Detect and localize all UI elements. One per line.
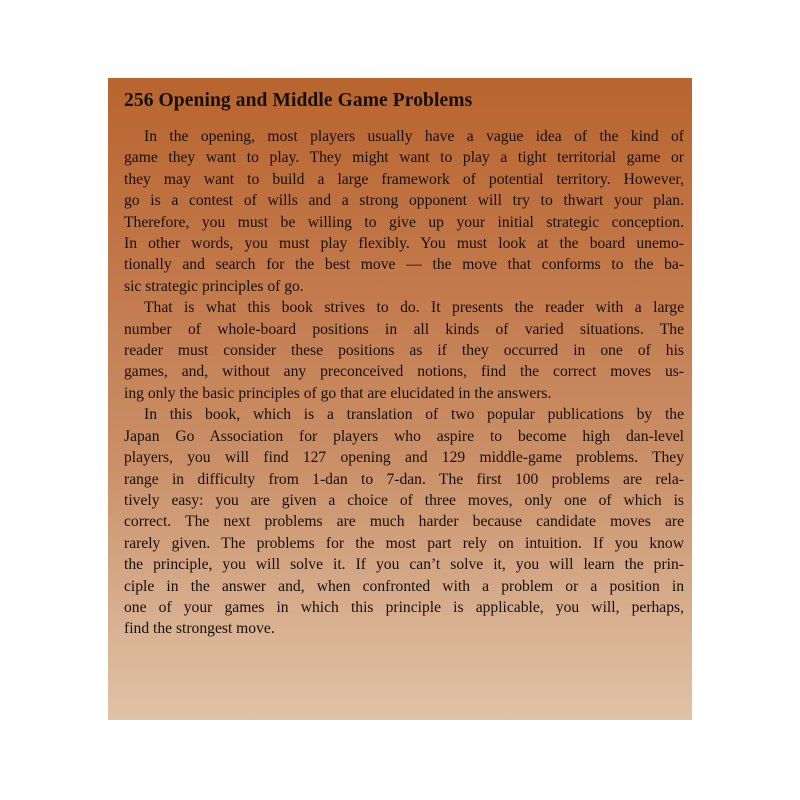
text-line: ing only the basic principles of go that are elucidated in the answers. [124, 384, 552, 402]
text-line: In the opening, most players usually have a vague idea of the kind of [144, 128, 684, 145]
text-line: range in difficulty from 1-dan to 7-dan. The first 100 problems are rela- [124, 470, 684, 488]
text-line: one of your games in which this principle is applicable, you will, perhaps, [124, 598, 684, 616]
text-line: game they want to play. They might want to play a tight territorial game or [124, 149, 684, 167]
text-line: sic strategic principles of go. [124, 277, 304, 295]
paragraph-3 [124, 404, 684, 639]
text-line: In this book, which is a translation of two popular publications by the [144, 406, 684, 424]
text-line: reader must consider these positions as if they occurred in one of his [124, 342, 684, 360]
paragraph-2 [124, 297, 684, 404]
page-title: 256 Opening and Middle Game Problems [124, 90, 473, 111]
text-line: number of whole-board positions in all kinds of varied situations. The [124, 320, 684, 338]
text-line: go is a contest of wills and a strong opponent will try to thwart your plan. [124, 192, 684, 210]
text-line: That is what this book strives to do. It presents the reader with a large [144, 299, 684, 317]
text-line: the principle, you will solve it. If you can’t solve it, you will learn the prin- [124, 556, 684, 574]
book-page [108, 78, 692, 720]
text-line: find the strongest move. [124, 620, 275, 638]
paragraph-1 [124, 126, 684, 297]
text-line: Japan Go Association for players who aspire to become high dan-level [124, 427, 684, 445]
text-line: In other words, you must play flexibly. You must look at the board unemo- [124, 235, 684, 253]
text-line: rarely given. The problems for the most part rely on intuition. If you know [124, 534, 684, 552]
text-line: ciple in the answer and, when confronted with a problem or a position in [124, 577, 684, 595]
text-line: they may want to build a large framework of potential territory. However, [124, 170, 684, 188]
text-line: correct. The next problems are much harder because candidate moves are [124, 513, 684, 531]
text-line: tionally and search for the best move — the move that conforms to the ba- [124, 256, 684, 274]
text-line: Therefore, you must be willing to give up your initial strategic conception. [124, 213, 684, 231]
text-line: players, you will find 127 opening and 129 middle-game problems. They [124, 449, 684, 467]
text-line: games, and, without any preconceived notions, find the correct moves us- [124, 363, 684, 381]
text-line: tively easy: you are given a choice of three moves, only one of which is [124, 491, 684, 509]
